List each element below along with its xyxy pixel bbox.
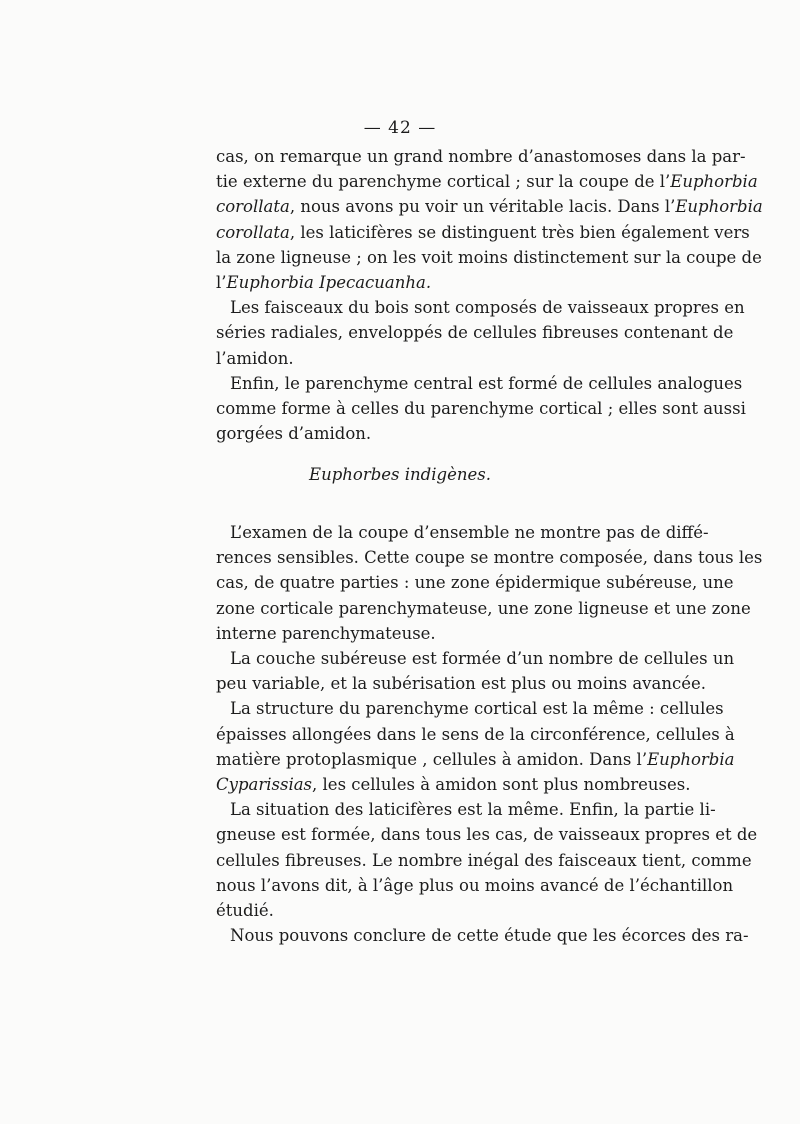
paragraph	[216, 144, 763, 295]
paragraph	[216, 520, 763, 646]
text-line: cas, on remarque un grand nombre d’anastomoses dans la par-	[216, 147, 746, 166]
text-line: étudié.	[216, 901, 274, 921]
text-line: corollata, nous avons pu voir un véritable lacis. Dans l’Euphorbia	[216, 197, 763, 217]
text-line: épaisses allongées dans le sens de la circonférence, cellules à	[216, 724, 735, 744]
text-line: gneuse est formée, dans tous les cas, de vaisseaux propres et de	[216, 825, 758, 845]
paragraph	[216, 696, 735, 797]
text-line: La situation des laticifères est la même. Enfin, la partie li-	[230, 800, 716, 820]
text-line: comme forme à celles du parenchyme cortical ; elles sont aussi	[216, 399, 746, 419]
text-line: L’examen de la coupe d’ensemble ne montre pas de diffé-	[230, 523, 709, 542]
text-line: interne parenchymateuse.	[216, 623, 436, 643]
paragraph	[216, 646, 735, 696]
text-line: La couche subéreuse est formée d’un nombre de cellules un	[230, 649, 735, 669]
text-line: gorgées d’amidon.	[216, 424, 372, 444]
text-line: nous l’avons dit, à l’âge plus ou moins avancé de l’échantillon	[216, 875, 734, 895]
text-line: La structure du parenchyme cortical est la même : cellules	[230, 699, 724, 719]
text-line: l’amidon.	[216, 348, 294, 368]
text-line: zone corticale parenchymateuse, une zone ligneuse et une zone	[216, 598, 751, 618]
text-line: Enfin, le parenchyme central est formé de cellules analogues	[230, 373, 743, 393]
text-line: matière protoplasmique , cellules à amidon. Dans l’Euphorbia	[216, 749, 735, 769]
text-line: Nous pouvons conclure de cette étude que les écorces des ra-	[230, 926, 749, 946]
text-line: rences sensibles. Cette coupe se montre composée, dans tous les	[216, 548, 763, 568]
text-line: peu variable, et la subérisation est plus ou moins avancée.	[216, 674, 706, 694]
text-line: Les faisceaux du bois sont composés de vaisseaux propres en	[230, 298, 745, 318]
paragraph	[216, 295, 745, 371]
text-line: la zone ligneuse ; on les voit moins distinctement sur la coupe de	[216, 247, 762, 267]
text-block-bottom	[216, 520, 763, 948]
text-line: corollata, les laticifères se distinguent très bien également vers	[216, 222, 750, 242]
paragraph	[216, 923, 749, 948]
text-line: l’Euphorbia Ipecacuanha.	[216, 273, 432, 293]
text-line: séries radiales, enveloppés de cellules fibreuses contenant de	[216, 323, 734, 343]
text-block-top	[216, 144, 763, 446]
text-line: cellules fibreuses. Le nombre inégal des faisceaux tient, comme	[216, 850, 752, 870]
text-line: tie externe du parenchyme cortical ; sur la coupe de l’Euphorbia	[216, 172, 758, 192]
paragraph	[216, 797, 758, 923]
text-line: cas, de quatre parties : une zone épidermique subéreuse, une	[216, 573, 734, 593]
page-number: — 42 —	[363, 118, 437, 138]
section-heading: Euphorbes indigènes.	[309, 465, 491, 484]
text-line: Cyparissias, les cellules à amidon sont plus nombreuses.	[216, 775, 691, 795]
paragraph	[216, 371, 746, 447]
